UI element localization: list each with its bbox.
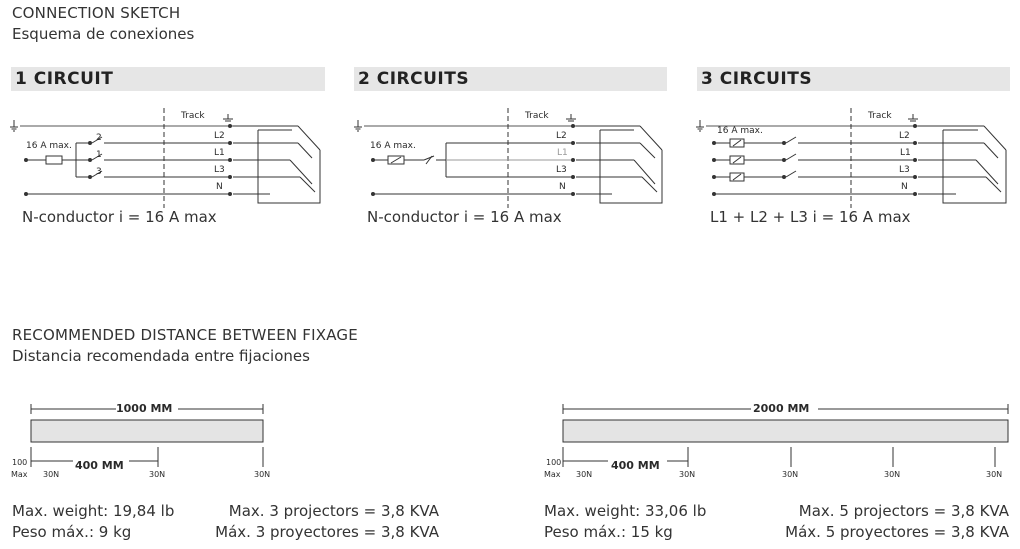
- panel-3-line-label: L2: [899, 131, 910, 141]
- track-1-projectors-en: Max. 3 projectors = 3,8 KVA: [228, 502, 439, 520]
- panel-3-fuse-label: 16 A max.: [717, 126, 763, 136]
- panel-3-track-label: Track: [868, 111, 892, 121]
- panel-2-line-label: L1: [557, 148, 568, 158]
- track-1-edge-bottom: Max: [11, 470, 28, 479]
- panel-1-switch-number: 1: [96, 150, 102, 160]
- panel-1-heading: 1 CIRCUIT: [15, 69, 114, 89]
- panel-1-line-label: N: [216, 182, 223, 192]
- panel-1-line-label: L2: [214, 131, 225, 141]
- track-2-load-label: 30N: [576, 470, 593, 479]
- panel-2-line-label: L2: [556, 131, 567, 141]
- panel-3-line-label: N: [901, 182, 908, 192]
- track-1-load-label: 30N: [254, 470, 271, 479]
- track-1-weight-en: Max. weight: 19,84 lb: [12, 502, 175, 520]
- track-2-load-label: 30N: [986, 470, 1003, 479]
- track-1-length-label: 1000 MM: [116, 402, 173, 415]
- track-1-edge-top: 100: [12, 458, 28, 467]
- panel-1-line-label: L1: [214, 148, 225, 158]
- track-1-load-label: 30N: [149, 470, 166, 479]
- panel-2-line-label: L3: [556, 165, 567, 175]
- panel-1-switch-number: 2: [96, 133, 102, 143]
- panel-3-line-label: L1: [900, 148, 911, 158]
- track-1-weight-es: Peso máx.: 9 kg: [12, 523, 132, 541]
- track-2-spacing-label: 400 MM: [611, 459, 660, 472]
- panel-2-line-label: N: [559, 182, 566, 192]
- panel-2-formula: N-conductor i = 16 A max: [367, 208, 562, 226]
- connection-subtitle: Esquema de conexiones: [12, 25, 195, 43]
- track-1-load-label: 30N: [43, 470, 60, 479]
- connection-title: CONNECTION SKETCH: [12, 4, 181, 22]
- track-1-projectors-es: Máx. 3 proyectores = 3,8 KVA: [215, 523, 439, 541]
- track-1-spacing-label: 400 MM: [75, 459, 124, 472]
- panel-1-line-label: L3: [214, 165, 225, 175]
- panel-1-switch-number: 3: [96, 167, 102, 177]
- panel-2-track-label: Track: [525, 111, 549, 121]
- track-2-weight-en: Max. weight: 33,06 lb: [544, 502, 707, 520]
- track-2-edge-top: 100: [546, 458, 562, 467]
- distance-subtitle: Distancia recomendada entre fijaciones: [12, 347, 310, 365]
- track-2-projectors-en: Max. 5 projectors = 3,8 KVA: [798, 502, 1009, 520]
- panel-1-track-label: Track: [181, 111, 205, 121]
- track-2-load-label: 30N: [679, 470, 696, 479]
- panel-3-line-label: L3: [899, 165, 910, 175]
- track-2-weight-es: Peso máx.: 15 kg: [544, 523, 673, 541]
- panel-3-heading: 3 CIRCUITS: [701, 69, 813, 89]
- panel-1-fuse-label: 16 A max.: [26, 141, 72, 151]
- track-2-length-label: 2000 MM: [753, 402, 810, 415]
- distance-title: RECOMMENDED DISTANCE BETWEEN FIXAGE: [12, 326, 358, 344]
- track-2-edge-bottom: Max: [544, 470, 561, 479]
- panel-3-formula: L1 + L2 + L3 i = 16 A max: [710, 208, 911, 226]
- panel-1-formula: N-conductor i = 16 A max: [22, 208, 217, 226]
- track-2-load-label: 30N: [782, 470, 799, 479]
- track-2-projectors-es: Máx. 5 proyectores = 3,8 KVA: [785, 523, 1009, 541]
- panel-2-heading: 2 CIRCUITS: [358, 69, 470, 89]
- panel-2-fuse-label: 16 A max.: [370, 141, 416, 151]
- track-2-load-label: 30N: [884, 470, 901, 479]
